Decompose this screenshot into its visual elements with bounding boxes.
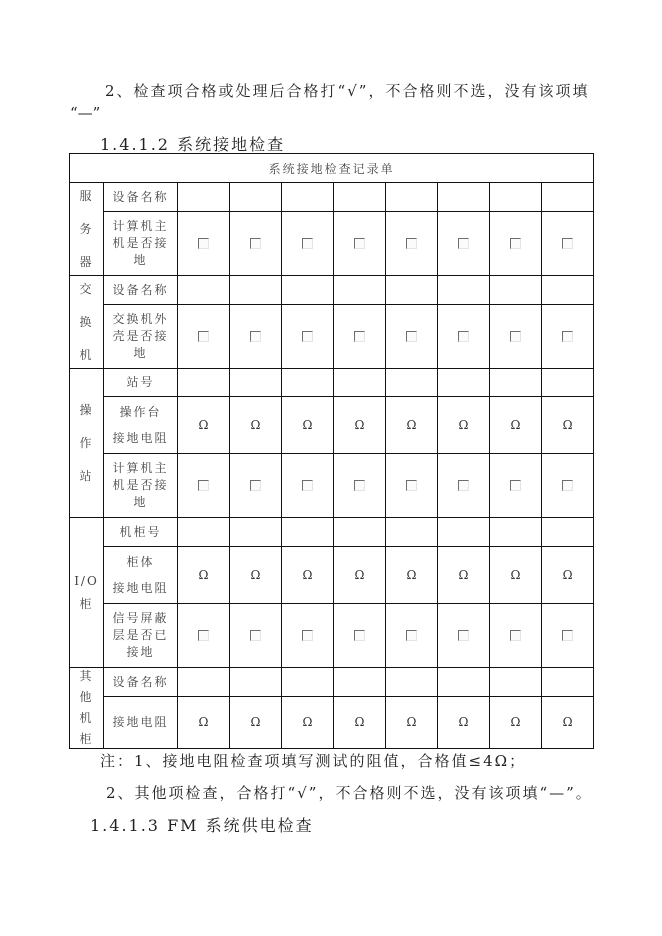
- ohm-unit: Ω: [562, 567, 573, 582]
- table-row: [70, 212, 594, 276]
- checkbox-icon[interactable]: [562, 331, 573, 342]
- data-cell[interactable]: [334, 454, 386, 518]
- data-cell[interactable]: [386, 183, 438, 212]
- table-row: [70, 305, 594, 369]
- checkbox-icon[interactable]: [458, 331, 469, 342]
- data-cell[interactable]: [542, 454, 594, 518]
- group-label-char: 器: [79, 254, 94, 269]
- table-row: [70, 397, 594, 454]
- checkbox-icon[interactable]: [198, 480, 209, 491]
- data-cell[interactable]: [178, 668, 230, 697]
- data-cell[interactable]: [386, 305, 438, 369]
- checkbox-icon[interactable]: [354, 331, 365, 342]
- data-cell[interactable]: [178, 397, 230, 454]
- table-row: [70, 547, 594, 604]
- checkbox-icon[interactable]: [458, 630, 469, 641]
- row-label: 站号: [104, 369, 178, 397]
- ohm-unit: Ω: [250, 715, 261, 729]
- data-cell[interactable]: [542, 697, 594, 749]
- data-cell[interactable]: [282, 454, 334, 518]
- data-cell[interactable]: [386, 668, 438, 697]
- checkbox-icon[interactable]: [562, 480, 573, 491]
- data-cell[interactable]: [542, 305, 594, 369]
- data-cell[interactable]: [282, 212, 334, 276]
- data-cell[interactable]: [178, 183, 230, 212]
- row-label: 机柜号: [104, 518, 178, 547]
- checkbox-icon[interactable]: [562, 630, 573, 641]
- ohm-unit: Ω: [458, 567, 469, 582]
- row-label: 设备名称: [104, 668, 178, 697]
- data-cell[interactable]: [178, 604, 230, 668]
- data-cell[interactable]: [386, 397, 438, 454]
- data-cell[interactable]: [490, 604, 542, 668]
- ohm-unit: Ω: [562, 715, 573, 729]
- data-cell[interactable]: [334, 668, 386, 697]
- group-label: [70, 369, 104, 518]
- ohm-unit: Ω: [354, 715, 365, 729]
- checkbox-icon[interactable]: [406, 480, 417, 491]
- row-label-line: 操作台: [119, 404, 162, 419]
- data-cell[interactable]: [438, 668, 490, 697]
- ohm-unit: Ω: [354, 417, 365, 432]
- row-label-line: 层是否已: [112, 628, 169, 642]
- checkbox-icon[interactable]: [354, 238, 365, 249]
- group-label-char: 柜: [79, 596, 94, 611]
- row-label-line: 接地电阻: [112, 580, 169, 595]
- group-label-char: 机: [79, 347, 94, 362]
- data-cell[interactable]: [230, 604, 282, 668]
- ohm-unit: Ω: [198, 567, 209, 582]
- row-label: [104, 454, 178, 518]
- data-cell[interactable]: [490, 212, 542, 276]
- section-heading: 1.4.1.2 系统接地检查: [100, 135, 286, 154]
- data-cell[interactable]: [230, 518, 282, 547]
- data-cell[interactable]: [386, 697, 438, 749]
- row-label: [104, 604, 178, 668]
- table-row: [70, 518, 594, 547]
- data-cell[interactable]: [542, 183, 594, 212]
- data-cell[interactable]: [230, 305, 282, 369]
- row-label: 设备名称: [104, 183, 178, 212]
- data-cell[interactable]: [386, 518, 438, 547]
- data-cell[interactable]: [542, 518, 594, 547]
- data-cell[interactable]: [334, 518, 386, 547]
- row-label-line: 壳是否接: [112, 329, 169, 343]
- ohm-unit: Ω: [302, 567, 313, 582]
- data-cell[interactable]: [282, 183, 334, 212]
- data-cell[interactable]: [542, 668, 594, 697]
- checkbox-icon[interactable]: [406, 238, 417, 249]
- row-label-line: 地: [133, 253, 148, 267]
- ohm-unit: Ω: [458, 417, 469, 432]
- row-label-line: 计算机主: [112, 219, 169, 233]
- data-cell[interactable]: [282, 668, 334, 697]
- group-label-char: 换: [79, 314, 94, 329]
- data-cell[interactable]: [230, 668, 282, 697]
- data-cell[interactable]: [230, 369, 282, 397]
- ohm-unit: Ω: [562, 417, 573, 432]
- data-cell[interactable]: [490, 518, 542, 547]
- data-cell[interactable]: [438, 397, 490, 454]
- data-cell[interactable]: [282, 397, 334, 454]
- group-label-char: 交: [79, 281, 94, 296]
- data-cell[interactable]: [386, 547, 438, 604]
- row-label-line: 交换机外: [112, 312, 169, 326]
- group-label-char: 站: [79, 468, 94, 483]
- row-label-line: 接地: [126, 645, 155, 659]
- data-cell[interactable]: [230, 183, 282, 212]
- row-label-line: 机是否接: [112, 478, 169, 492]
- ohm-unit: Ω: [302, 715, 313, 729]
- row-label: [104, 212, 178, 276]
- data-cell[interactable]: [438, 276, 490, 305]
- checkbox-icon[interactable]: [198, 238, 209, 249]
- data-cell[interactable]: [282, 305, 334, 369]
- data-cell[interactable]: [438, 454, 490, 518]
- checkbox-icon[interactable]: [302, 630, 313, 641]
- checkbox-icon[interactable]: [510, 480, 521, 491]
- data-cell[interactable]: [282, 518, 334, 547]
- table-row: [70, 369, 594, 397]
- data-cell[interactable]: [230, 397, 282, 454]
- data-cell[interactable]: [542, 212, 594, 276]
- data-cell[interactable]: [438, 212, 490, 276]
- data-cell[interactable]: [178, 212, 230, 276]
- checkbox-icon[interactable]: [510, 630, 521, 641]
- data-cell[interactable]: [490, 547, 542, 604]
- data-cell[interactable]: [490, 276, 542, 305]
- row-label-line: 机是否接: [112, 236, 169, 250]
- data-cell[interactable]: [178, 305, 230, 369]
- row-label-line: 信号屏蔽: [112, 611, 169, 625]
- ohm-unit: Ω: [198, 417, 209, 432]
- data-cell[interactable]: [230, 276, 282, 305]
- data-cell[interactable]: [178, 276, 230, 305]
- intro-note-line2: “—”: [70, 104, 101, 122]
- data-cell[interactable]: [282, 276, 334, 305]
- group-label-char: 他: [79, 690, 94, 704]
- ohm-unit: Ω: [198, 715, 209, 729]
- checkbox-icon[interactable]: [562, 238, 573, 249]
- row-label-line: 计算机主: [112, 461, 169, 475]
- data-cell[interactable]: [490, 369, 542, 397]
- ohm-unit: Ω: [406, 417, 417, 432]
- data-cell[interactable]: [438, 604, 490, 668]
- data-cell[interactable]: [490, 305, 542, 369]
- data-cell[interactable]: [542, 276, 594, 305]
- data-cell[interactable]: [542, 547, 594, 604]
- grounding-check-table: [69, 153, 594, 749]
- data-cell[interactable]: [386, 369, 438, 397]
- footnote-2: 2、其他项检查，合格打“√”，不合格则不选，没有该项填“—”。: [106, 784, 593, 802]
- data-cell[interactable]: [334, 604, 386, 668]
- ohm-unit: Ω: [458, 715, 469, 729]
- data-cell[interactable]: [334, 212, 386, 276]
- checkbox-icon[interactable]: [406, 630, 417, 641]
- row-label: 接地电阻: [104, 697, 178, 749]
- checkbox-icon[interactable]: [302, 480, 313, 491]
- ohm-unit: Ω: [354, 567, 365, 582]
- data-cell[interactable]: [542, 397, 594, 454]
- row-label-line: 接地电阻: [112, 430, 169, 445]
- data-cell[interactable]: [386, 604, 438, 668]
- data-cell[interactable]: [178, 547, 230, 604]
- data-cell[interactable]: [490, 183, 542, 212]
- row-label: 设备名称: [104, 276, 178, 305]
- data-cell[interactable]: [490, 668, 542, 697]
- group-label-char: 作: [79, 435, 94, 450]
- checkbox-icon[interactable]: [198, 331, 209, 342]
- data-cell[interactable]: [386, 212, 438, 276]
- data-cell[interactable]: [542, 369, 594, 397]
- row-label: [104, 547, 178, 604]
- ohm-unit: Ω: [406, 567, 417, 582]
- group-label-char: 机: [79, 711, 94, 725]
- data-cell[interactable]: [334, 183, 386, 212]
- ohm-unit: Ω: [510, 715, 521, 729]
- data-cell[interactable]: [334, 276, 386, 305]
- checkbox-icon[interactable]: [302, 238, 313, 249]
- data-cell[interactable]: [490, 454, 542, 518]
- table-row: [70, 276, 594, 305]
- table-row: [70, 668, 594, 697]
- data-cell[interactable]: [334, 397, 386, 454]
- data-cell[interactable]: [334, 305, 386, 369]
- data-cell[interactable]: [542, 604, 594, 668]
- row-label-line: 地: [133, 346, 148, 360]
- data-cell[interactable]: [386, 454, 438, 518]
- data-cell[interactable]: [282, 604, 334, 668]
- group-label: [70, 276, 104, 369]
- group-label-char: 其: [79, 669, 94, 683]
- checkbox-icon[interactable]: [458, 480, 469, 491]
- checkbox-icon[interactable]: [302, 331, 313, 342]
- data-cell[interactable]: [386, 276, 438, 305]
- data-cell[interactable]: [438, 547, 490, 604]
- data-cell[interactable]: [490, 397, 542, 454]
- next-section-heading: 1.4.1.3 FM 系统供电检查: [90, 816, 314, 835]
- checkbox-icon[interactable]: [510, 331, 521, 342]
- data-cell[interactable]: [438, 518, 490, 547]
- intro-note-line1: 2、检查项合格或处理后合格打“√”，不合格则不选，没有该项填: [105, 82, 590, 100]
- row-label: [104, 305, 178, 369]
- group-label: [70, 668, 104, 749]
- data-cell[interactable]: [178, 697, 230, 749]
- data-cell[interactable]: [334, 547, 386, 604]
- table-row: [70, 697, 594, 749]
- row-label-line: 柜体: [126, 554, 155, 569]
- data-cell[interactable]: [334, 369, 386, 397]
- group-label-char: 服: [79, 188, 94, 203]
- data-cell[interactable]: [438, 697, 490, 749]
- data-cell[interactable]: [334, 697, 386, 749]
- group-label-char: 柜: [79, 732, 94, 746]
- data-cell[interactable]: [178, 369, 230, 397]
- checkbox-icon[interactable]: [354, 480, 365, 491]
- checkbox-icon[interactable]: [510, 238, 521, 249]
- checkbox-icon[interactable]: [354, 630, 365, 641]
- data-cell[interactable]: [282, 697, 334, 749]
- data-cell[interactable]: [282, 369, 334, 397]
- ohm-unit: Ω: [250, 417, 261, 432]
- data-cell[interactable]: [230, 454, 282, 518]
- group-label-char: I/O: [74, 573, 99, 588]
- checkbox-icon[interactable]: [250, 480, 261, 491]
- checkbox-icon[interactable]: [198, 630, 209, 641]
- data-cell[interactable]: [438, 183, 490, 212]
- data-cell[interactable]: [230, 547, 282, 604]
- group-label: [70, 183, 104, 276]
- table-row: [70, 183, 594, 212]
- group-label-char: 操: [79, 402, 94, 417]
- ohm-unit: Ω: [510, 567, 521, 582]
- data-cell[interactable]: [438, 305, 490, 369]
- table-row: [70, 454, 594, 518]
- table-row: [70, 604, 594, 668]
- checkbox-icon[interactable]: [458, 238, 469, 249]
- data-cell[interactable]: [230, 697, 282, 749]
- row-label-line: 地: [133, 495, 148, 509]
- checkbox-icon[interactable]: [406, 331, 417, 342]
- data-cell[interactable]: [178, 518, 230, 547]
- data-cell[interactable]: [490, 697, 542, 749]
- data-cell[interactable]: [230, 212, 282, 276]
- checkbox-icon[interactable]: [250, 331, 261, 342]
- checkbox-icon[interactable]: [250, 630, 261, 641]
- ohm-unit: Ω: [302, 417, 313, 432]
- ohm-unit: Ω: [250, 567, 261, 582]
- group-label-char: 务: [79, 221, 94, 236]
- footnote-1: 注：1、接地电阻检查项填写测试的阻值，合格值≤4Ω；: [100, 752, 527, 770]
- table-title: 系统接地检查记录单: [70, 154, 594, 183]
- group-label: [70, 518, 104, 668]
- ohm-unit: Ω: [510, 417, 521, 432]
- data-cell[interactable]: [178, 454, 230, 518]
- checkbox-icon[interactable]: [250, 238, 261, 249]
- row-label: [104, 397, 178, 454]
- data-cell[interactable]: [282, 547, 334, 604]
- data-cell[interactable]: [438, 369, 490, 397]
- ohm-unit: Ω: [406, 715, 417, 729]
